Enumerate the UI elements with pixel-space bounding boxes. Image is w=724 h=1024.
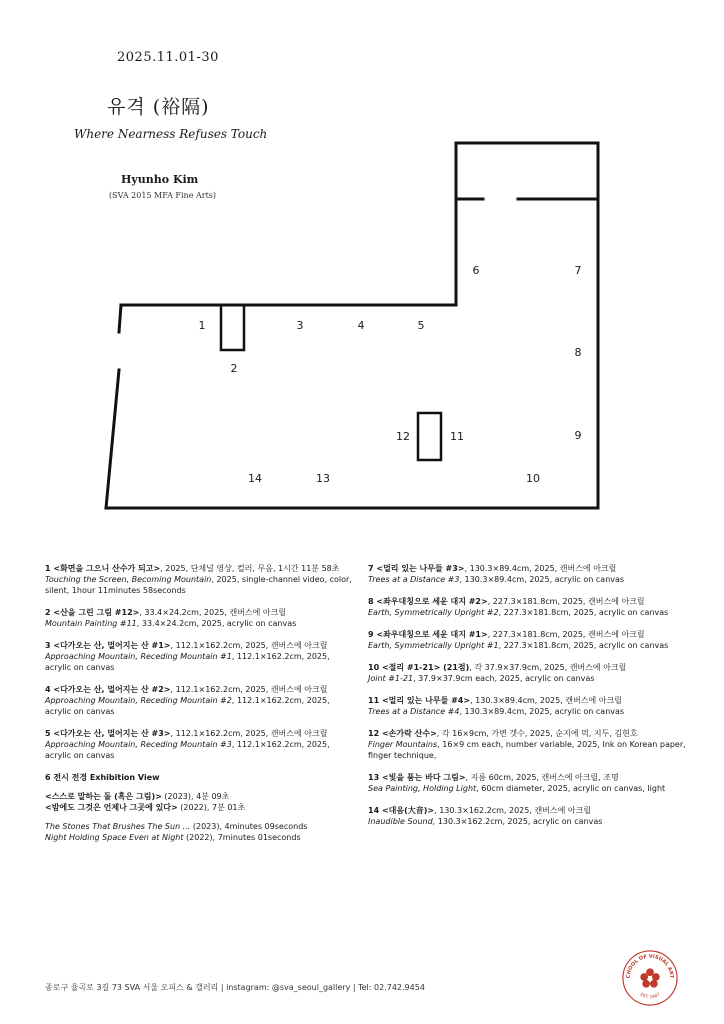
work-details-en: , 130.3×162.2cm, 2025, acrylic on canvas [432,817,603,826]
exhibition-view-entry [45,772,355,843]
wall-left-lower [106,370,119,508]
work-details-ko: , 130.3×89.4cm, 2025, 캔버스에 아크릴 [470,696,622,705]
works-list-left [45,563,355,854]
svg-text:EST. 1947 [639,992,662,1001]
work-title-en: Earth, Symmetrically Upright #2 [368,608,499,617]
work-number: 1 [45,564,51,573]
work-number: 3 [45,641,51,650]
work-title-ko: <대음(大音)> [381,806,435,815]
work-title-en: Sea Painting, Holding Light [368,784,477,793]
work-title-ko: <산을 그린 그림 #12> [53,608,140,617]
work-title-en: Trees at a Distance #4 [368,707,460,716]
footer-contact: 종로구 율곡로 3길 73 SVA 서울 오피스 & 갤러리 | instagram: @sva_seoul_gallery | Tel: 02.742.9454 [45,983,425,992]
work-title-ko: <다가오는 산, 멀어지는 산 #2> [53,685,171,694]
work-details-en: , 227.3×181.8cm, 2025, acrylic on canvas [498,608,669,617]
exhibition-title-ko: 유격 (裕隔) [107,96,210,118]
work-number: 2 [45,608,51,617]
work-details-ko: , 227.3×181.8cm, 2025, 캔버스에 아크릴 [487,630,645,639]
work-number: 12 [368,729,380,738]
work-title-en: Inaudible Sound [368,817,433,826]
work-title-ko: <다가오는 산, 멀어지는 산 #3> [53,729,171,738]
work-details-en: , 227.3×181.8cm, 2025, acrylic on canvas [498,641,669,650]
artist-education: (SVA 2015 MFA Fine Arts) [109,191,217,200]
work-details-en: , 16×9 cm each, number variable, 2025, Ink on Korean paper, finger technique, [368,740,686,760]
plan-label-9: 9 [574,429,582,442]
work-details-en: , 37.9×37.9cm each, 2025, acrylic on canvas [413,674,595,683]
work-title-en: Approaching Mountain, Receding Mountain #3 [45,740,232,749]
work-details-ko: , 2025, 단채널 영상, 컬러, 무음, 1시간 11분 58초 [160,564,340,573]
plan-label-8: 8 [574,346,582,359]
work-details-ko: , 지름 60cm, 2025, 캔버스에 아크릴, 조명 [465,773,619,782]
work-title-ko: <빛을 품는 바다 그림> [381,773,466,782]
logo-bottom-text: EST. 1947 [638,992,662,1001]
exhibition-date: 2025.11.01-30 [117,50,219,65]
work-details-ko: , 227.3×181.8cm, 2025, 캔버스에 아크릴 [487,597,645,606]
work-number: 4 [45,685,51,694]
work-details-ko: , 112.1×162.2cm, 2025, 캔버스에 아크릴 [170,641,328,650]
work-details-en: , 130.3×89.4cm, 2025, acrylic on canvas [459,707,625,716]
work-title-ko: <좌우대칭으로 세운 대지 #2> [376,597,488,606]
pillar-center [418,413,441,460]
view-video-1-title-en: The Stones That Brushes The Sun ... [45,822,191,831]
work-title-en: Touching the Screen, Becoming Mountain [45,575,212,584]
view-video-1-details-en: (2023), 4minutes 09seconds [190,822,308,831]
plan-label-13: 13 [316,472,330,485]
work-entry-13 [368,772,688,794]
view-video-1-details-ko: (2023), 4분 09초 [161,792,230,801]
work-title-ko: <화면을 그으니 산수가 되고> [53,564,161,573]
view-video-2-details-en: (2022), 7minutes 01seconds [183,833,301,842]
exhibition-title-en: Where Nearness Refuses Touch [74,127,268,141]
work-entry-7 [368,563,688,585]
plan-label-1: 1 [198,319,206,332]
work-entry-8 [368,596,688,618]
wall-left-upper [119,305,121,332]
work-entry-14 [368,805,688,827]
view-video-1-title-ko: <스스로 말하는 돌 (혹은 그림)> [45,792,162,801]
plan-label-14: 14 [248,472,262,485]
work-title-ko: <좌우대칭으로 세운 대지 #1> [376,630,488,639]
work-entry-5 [45,728,355,761]
work-number: 9 [368,630,374,639]
works-list-right [368,563,688,838]
work-details-en: , 112.1×162.2cm, 2025, acrylic on canvas [45,652,330,672]
logo-top-text: CHOOL OF VISUAL ART [625,953,675,979]
work-details-en: , 33.4×24.2cm, 2025, acrylic on canvas [136,619,297,628]
sva-logo [621,949,679,1007]
work-number: 7 [368,564,374,573]
work-entry-3 [45,640,355,673]
work-title-en: Finger Mountains [368,740,438,749]
work-title-en: Earth, Symmetrically Upright #1 [368,641,499,650]
flower-icon [640,968,659,987]
work-details-ko: , 130.3×89.4cm, 2025, 캔버스에 아크릴 [464,564,617,573]
work-details-ko: , 각 37.9×37.9cm, 2025, 캔버스에 아크릴 [469,663,627,672]
view-video-2-title-en: Night Holding Space Even at Night [45,833,184,842]
plan-label-11: 11 [450,430,464,443]
work-title-ko: <절리 #1-21> (21점) [381,663,470,672]
work-number: 8 [368,597,374,606]
view-video-2-details-ko: (2022), 7분 01초 [177,803,246,812]
plan-label-12: 12 [396,430,410,443]
work-number: 5 [45,729,51,738]
work-title-en: Approaching Mountain, Receding Mountain #1 [45,652,232,661]
work-title-en: Joint #1-21 [368,674,414,683]
exhibition-view-heading: 6 전시 전경 Exhibition View [45,773,160,782]
work-title-ko: <멀리 있는 나무들 #3> [376,564,465,573]
work-entry-4 [45,684,355,717]
plan-label-5: 5 [417,319,425,332]
work-number: 14 [368,806,380,815]
work-details-en: , 112.1×162.2cm, 2025, acrylic on canvas [45,696,330,716]
work-number: 10 [368,663,380,672]
plan-label-7: 7 [574,264,582,277]
work-details-ko: , 112.1×162.2cm, 2025, 캔버스에 아크릴 [170,685,328,694]
work-details-en: , 60cm diameter, 2025, acrylic on canvas, light [476,784,666,793]
work-details-ko: , 112.1×162.2cm, 2025, 캔버스에 아크릴 [170,729,328,738]
plan-label-6: 6 [472,264,480,277]
view-video-2-title-ko: <밤에도 그것은 언제나 그곳에 있다> [45,803,178,812]
plan-label-4: 4 [357,319,365,332]
plan-label-3: 3 [296,319,304,332]
work-entry-1 [45,563,355,596]
work-entry-10 [368,662,688,684]
pillar-left [221,305,244,350]
work-title-en: Approaching Mountain, Receding Mountain #2 [45,696,232,705]
work-number: 11 [368,696,380,705]
work-details-en: , 130.3×89.4cm, 2025, acrylic on canvas [459,575,625,584]
work-title-en: Mountain Painting #11 [45,619,137,628]
work-title-ko: <손가락 산수> [381,729,437,738]
work-entry-11 [368,695,688,717]
plan-label-10: 10 [526,472,540,485]
artist-name: Hyunho Kim [121,173,199,186]
work-details-en: , 112.1×162.2cm, 2025, acrylic on canvas [45,740,330,760]
work-title-ko: <다가오는 산, 멀어지는 산 #1> [53,641,171,650]
plan-label-2: 2 [230,362,238,375]
work-details-ko: , 각 16×9cm, 가변 갯수, 2025, 순지에 먹, 지두, 김현호 [436,729,638,738]
work-number: 13 [368,773,380,782]
work-details-ko: , 130.3×162.2cm, 2025, 캔버스에 아크릴 [434,806,592,815]
work-details-en: , 2025, single-channel video, color, silent, 1hour 11minutes 58seconds [45,575,352,595]
work-title-en: Trees at a Distance #3 [368,575,460,584]
work-entry-9 [368,629,688,651]
work-details-ko: , 33.4×24.2cm, 2025, 캔버스에 아크릴 [139,608,287,617]
work-title-ko: <멀리 있는 나무들 #4> [381,696,471,705]
work-entry-12 [368,728,688,761]
work-entry-2 [45,607,355,629]
